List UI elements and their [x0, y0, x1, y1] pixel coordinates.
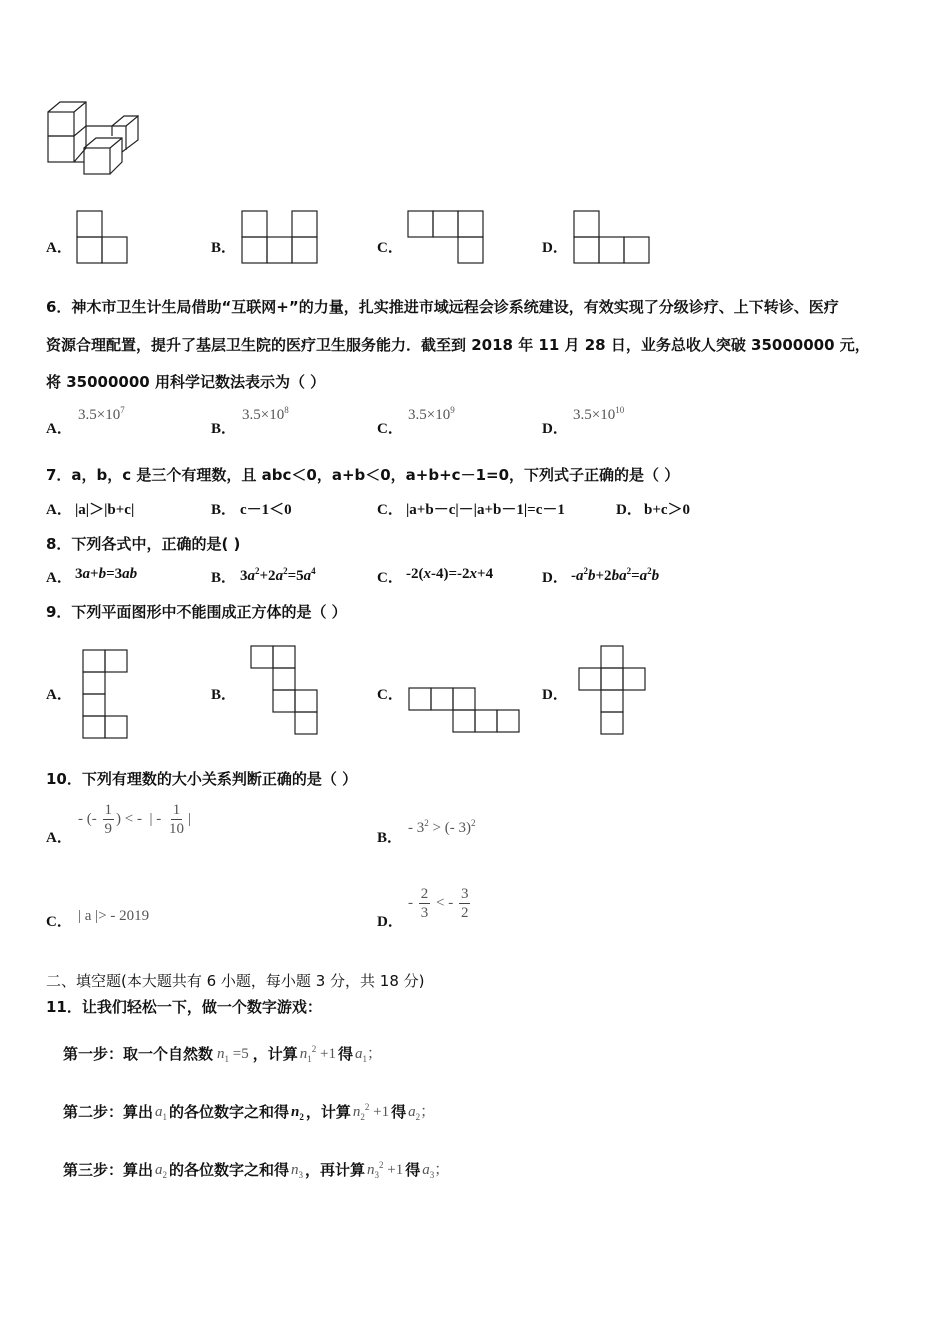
q7-option-d-label: D．: [616, 502, 642, 518]
q10-option-d-expr: - $\frac{2}{3}$ < - $\frac{3}{2}$: [408, 886, 469, 921]
q5-option-b-label: B．: [211, 240, 237, 256]
q7-option-b-text: c－1＜0: [240, 502, 292, 518]
q8-option-a-expr: 3a+b=3ab: [75, 566, 138, 582]
q7-option-c-text: |a+b－c|－|a+b－1|=c－1: [406, 502, 565, 518]
q11-step-2-n2: $n_2$: [291, 1104, 304, 1122]
q6-option-c-value: $3.5\times 10^9$: [408, 405, 455, 423]
q11-step-2-a2: $a_2$；: [408, 1104, 436, 1122]
q8-option-b-expr: $3a^2+2a^2=5a^4$: [240, 566, 316, 584]
q11-step-2-text-a: 第二步：算出: [63, 1103, 154, 1121]
q11-step-2-text-d: 得: [391, 1103, 407, 1121]
q10-option-d-label: D．: [377, 914, 403, 930]
q11-step-3-text-a: 第三步：算出: [63, 1161, 154, 1179]
q11-step-1-formula: $n_1^2 +1$: [299, 1044, 336, 1064]
q6-option-b-label: B．: [211, 421, 237, 437]
q6-stem-line3: 将 35000000 用科学记数法表示为（ ）: [46, 373, 326, 391]
q11-step-2-text-c: ，计算: [305, 1103, 351, 1121]
q5-option-a-figure: [77, 211, 129, 265]
q11-step-1-a1: $a_1$；: [354, 1046, 382, 1064]
q11-step-3-n3: $n_3$: [291, 1162, 304, 1180]
q8-stem: 8．下列各式中，正确的是( ): [46, 535, 241, 553]
q7-option-d-text: b+c＞0: [644, 502, 691, 518]
q9-option-a-label: A．: [46, 687, 72, 703]
q6-option-b-value: $3.5\times 10^8$: [242, 405, 289, 423]
q10-option-a-expr: - (- $\frac{1}{9}$ ) < - | - $\frac{1}{10}$ |: [78, 802, 191, 837]
q6-stem-line2: 资源合理配置，提升了基层卫生院的医疗卫生服务能力．截至到 2018 年 11 月 28 日，业务总收人突破 35000000 元，: [46, 336, 870, 354]
q5-option-d-figure: [574, 211, 652, 265]
q10-option-b-expr: - $3^2$ > (- 3)$^2$: [408, 818, 476, 836]
q11-step-3-text-b: 的各位数字之和得: [169, 1161, 290, 1179]
q8-option-a-label: A．: [46, 570, 72, 586]
q8-option-c-expr: -2(x-4)=-2x+4: [406, 566, 494, 582]
q10-option-c-expr: | a |> - 2019: [78, 908, 150, 924]
q10-stem: 10．下列有理数的大小关系判断正确的是（ ）: [46, 770, 358, 788]
q5-option-c-label: C．: [377, 240, 403, 256]
q9-option-b-net: [251, 646, 321, 738]
q8-option-d-expr: $-a^2b+2ba^2=a^2b$: [571, 566, 660, 584]
q5-option-a-label: A．: [46, 240, 72, 256]
q5-option-b-figure: [242, 211, 320, 265]
q5-option-c-figure: [408, 211, 486, 265]
q10-option-c-label: C．: [46, 914, 72, 930]
q6-option-d-value: $3.5\times 10^{10}$: [573, 405, 625, 423]
q11-step-1-n1: $n_1 =5$: [217, 1046, 249, 1064]
q9-option-c-label: C．: [377, 687, 403, 703]
q7-option-a-label: A．: [46, 502, 72, 518]
q7-option-a-text: |a|＞|b+c|: [75, 502, 135, 518]
q11-step-3-formula: $n_3^2 +1$: [367, 1160, 404, 1180]
section-2-heading: 二、填空题(本大题共有 6 小题，每小题 3 分，共 18 分): [46, 972, 425, 990]
q6-option-a-label: A．: [46, 421, 72, 437]
q11-step-3-a2: $a_2$: [155, 1162, 168, 1180]
q5-option-d-label: D．: [542, 240, 568, 256]
q8-option-b-label: B．: [211, 570, 237, 586]
q6-option-d-label: D．: [542, 421, 568, 437]
q6-option-a-value: $3.5\times 10^7$: [78, 405, 125, 423]
q9-option-d-net: [579, 646, 649, 738]
q9-option-c-net: [409, 688, 524, 736]
q7-stem: 7．a，b，c 是三个有理数，且 abc＜0，a+b＜0，a+b+c－1=0，下列式子正确的是（ ）: [46, 466, 680, 484]
q11-step-1-text-a: 第一步：取一个自然数: [63, 1045, 214, 1063]
q11-step-3-text-c: ，再计算: [305, 1161, 366, 1179]
q11-step-1: [63, 1030, 382, 1064]
q11-stem: 11．让我们轻松一下，做一个数字游戏：: [46, 998, 322, 1016]
q11-step-3-a3: $a_3$；: [422, 1162, 450, 1180]
q10-option-a-label: A．: [46, 830, 72, 846]
q6-stem-line1: 6．神木市卫生计生局借助“互联网+”的力量，扎实推进市域远程会诊系统建设，有效实现了分级诊疗、上下转诊、医疗: [46, 298, 839, 316]
q7-option-b-label: B．: [211, 502, 237, 518]
q11-step-3-text-d: 得: [405, 1161, 421, 1179]
q11-step-2-formula: $n_2^2 +1$: [352, 1102, 390, 1122]
q8-option-c-label: C．: [377, 570, 403, 586]
q9-option-b-label: B．: [211, 687, 237, 703]
q11-step-1-text-c: 得: [337, 1045, 353, 1063]
q10-option-b-label: B．: [377, 830, 403, 846]
q11-step-2-a1: $a_1$: [155, 1104, 168, 1122]
q11-step-2-text-b: 的各位数字之和得: [169, 1103, 290, 1121]
q7-option-c-label: C．: [377, 502, 403, 518]
q9-option-d-label: D．: [542, 687, 568, 703]
q8-option-d-label: D．: [542, 570, 568, 586]
q11-step-1-text-b: ，计算: [252, 1045, 298, 1063]
q6-option-c-label: C．: [377, 421, 403, 437]
q11-step-2: [63, 1088, 435, 1122]
cube-stack-figure: [46, 100, 146, 180]
q9-stem: 9．下列平面图形中不能围成正方体的是（ ）: [46, 603, 347, 621]
q9-option-a-net: [83, 650, 131, 740]
q11-step-3: [63, 1146, 449, 1180]
